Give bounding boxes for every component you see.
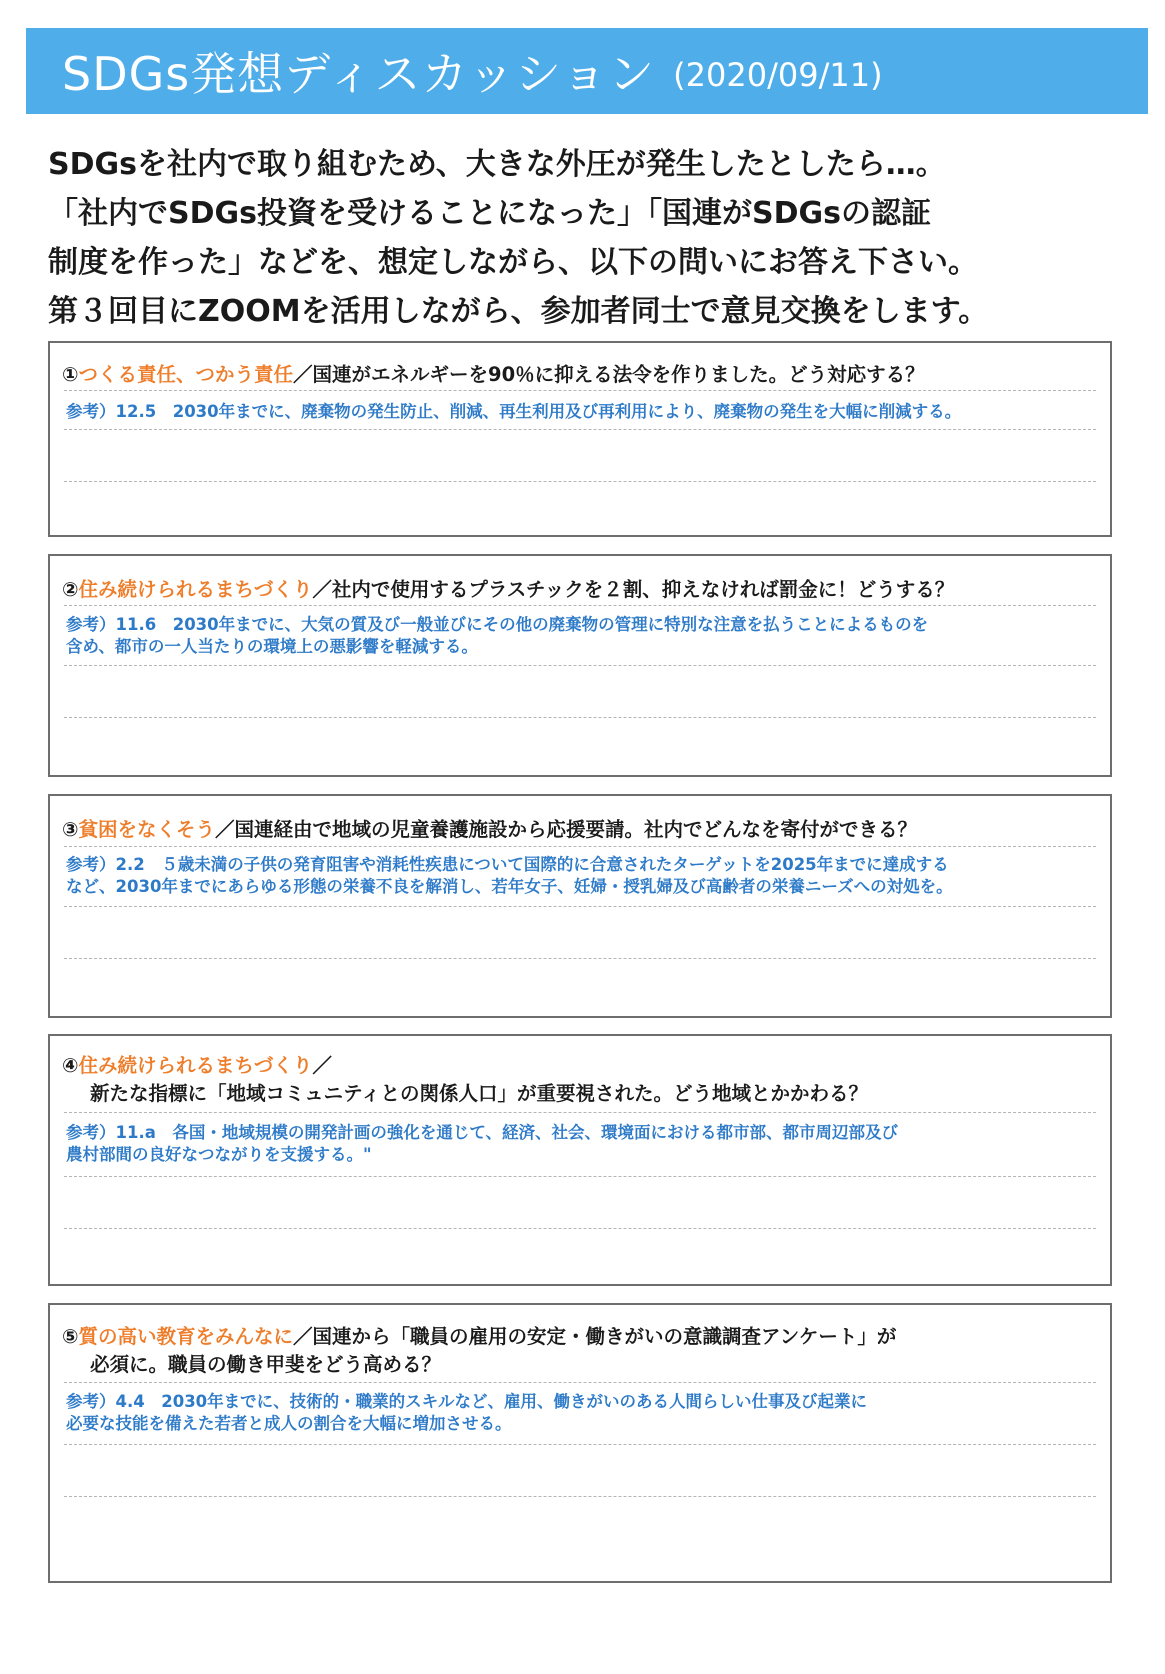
reference-line: 参考）2.2 ５歳未満の子供の発育阻害や消耗性疾患について国際的に合意されたターゲットを2025年までに達成する — [66, 855, 949, 874]
divider — [64, 605, 1096, 606]
answer-line[interactable] — [64, 665, 1096, 666]
reference-note — [66, 1391, 1100, 1435]
answer-line[interactable] — [64, 717, 1096, 718]
question-body: 国連から「職員の雇用の安定・働きがいの意識調査アンケート」が — [312, 1325, 897, 1348]
question-body: 国連経由で地域の児童養護施設から応援要請。社内でどんなを寄付ができる？ — [234, 818, 918, 841]
intro-line: SDGsを社内で取り組むため、大きな外圧が発生したとしたら…。 — [48, 147, 946, 182]
answer-line[interactable] — [64, 958, 1096, 959]
separator: ／ — [312, 578, 332, 601]
answer-line[interactable] — [64, 1444, 1096, 1445]
session-date: (2020/09/11) — [673, 56, 883, 94]
question-text — [62, 576, 1100, 604]
answer-line[interactable] — [64, 429, 1096, 430]
sdg-theme: 住み続けられるまちづくり — [78, 1054, 313, 1077]
intro-line: 第３回目にZOOMを活用しながら、参加者同士で意見交換をします。 — [48, 294, 989, 329]
answer-line[interactable] — [64, 481, 1096, 482]
question-number: ② — [62, 578, 79, 601]
question-card-1 — [48, 341, 1112, 537]
question-number: ① — [62, 363, 79, 386]
separator: ／ — [215, 818, 235, 841]
question-card-5 — [48, 1303, 1112, 1583]
question-card-3 — [48, 794, 1112, 1018]
question-text — [62, 1323, 1100, 1379]
separator: ／ — [293, 363, 313, 386]
question-body: 社内で使用するプラスチックを２割、抑えなければ罰金に！どうする？ — [331, 578, 955, 601]
reference-line: 参考）12.5 2030年までに、廃棄物の発生防止、削減、再生利用及び再利用により、廃棄物の発生を大幅に削減する。 — [66, 402, 962, 421]
reference-note — [66, 1122, 1100, 1166]
question-number: ③ — [62, 818, 79, 841]
answer-line[interactable] — [64, 1176, 1096, 1177]
answer-line[interactable] — [64, 1496, 1096, 1497]
question-body-line2: 必須に。職員の働き甲斐をどう高める？ — [90, 1353, 442, 1376]
sdg-theme: つくる責任、つかう責任 — [78, 363, 294, 386]
answer-line[interactable] — [64, 1228, 1096, 1229]
reference-line: 農村部間の良好なつながりを支援する。" — [66, 1145, 372, 1164]
question-body: 国連がエネルギーを90％に抑える法令を作りました。どう対応する？ — [312, 363, 925, 386]
sdg-theme: 貧困をなくそう — [78, 818, 216, 841]
intro-text — [48, 140, 1148, 336]
question-body-line2: 新たな指標に「地域コミュニティとの関係人口」が重要視された。どう地域とかかわる？ — [90, 1082, 869, 1105]
divider — [64, 1382, 1096, 1383]
reference-line: 必要な技能を備えた若者と成人の割合を大幅に増加させる。 — [66, 1414, 512, 1433]
answer-line[interactable] — [64, 906, 1096, 907]
divider — [64, 846, 1096, 847]
page-title: SDGs発想ディスカッション — [62, 47, 656, 101]
sdg-theme: 住み続けられるまちづくり — [78, 578, 313, 601]
question-number: ④ — [62, 1054, 79, 1077]
reference-note — [66, 854, 1100, 898]
question-text — [62, 361, 1100, 389]
question-number: ⑤ — [62, 1325, 79, 1348]
intro-line: 制度を作った」などを、想定しながら、以下の問いにお答え下さい。 — [48, 245, 978, 280]
reference-note — [66, 614, 1100, 658]
question-text — [62, 816, 1100, 844]
sdg-theme: 質の高い教育をみんなに — [78, 1325, 294, 1348]
title-banner — [26, 28, 1148, 114]
reference-line: 含め、都市の一人当たりの環境上の悪影響を軽減する。 — [66, 637, 478, 656]
separator: ／ — [312, 1054, 332, 1077]
question-card-4 — [48, 1034, 1112, 1286]
reference-note — [66, 401, 1100, 423]
reference-line: 参考）11.a 各国・地域規模の開発計画の強化を通じて、経済、社会、環境面における都市部、都市周辺部及び — [66, 1123, 899, 1142]
question-card-2 — [48, 554, 1112, 777]
separator: ／ — [293, 1325, 313, 1348]
question-text — [62, 1052, 1100, 1108]
divider — [64, 390, 1096, 391]
reference-line: など、2030年までにあらゆる形態の栄養不良を解消し、若年女子、妊婦・授乳婦及び高齢者の栄養ニーズへの対処を。 — [66, 877, 953, 896]
divider — [64, 1112, 1096, 1113]
intro-line: 「社内でSDGs投資を受けることになった」「国連がSDGsの認証 — [48, 196, 931, 231]
reference-line: 参考）11.6 2030年までに、大気の質及び一般並びにその他の廃棄物の管理に特別な注意を払うことによるものを — [66, 615, 929, 634]
reference-line: 参考）4.4 2030年までに、技術的・職業的スキルなど、雇用、働きがいのある人間らしい仕事及び起業に — [66, 1392, 867, 1411]
